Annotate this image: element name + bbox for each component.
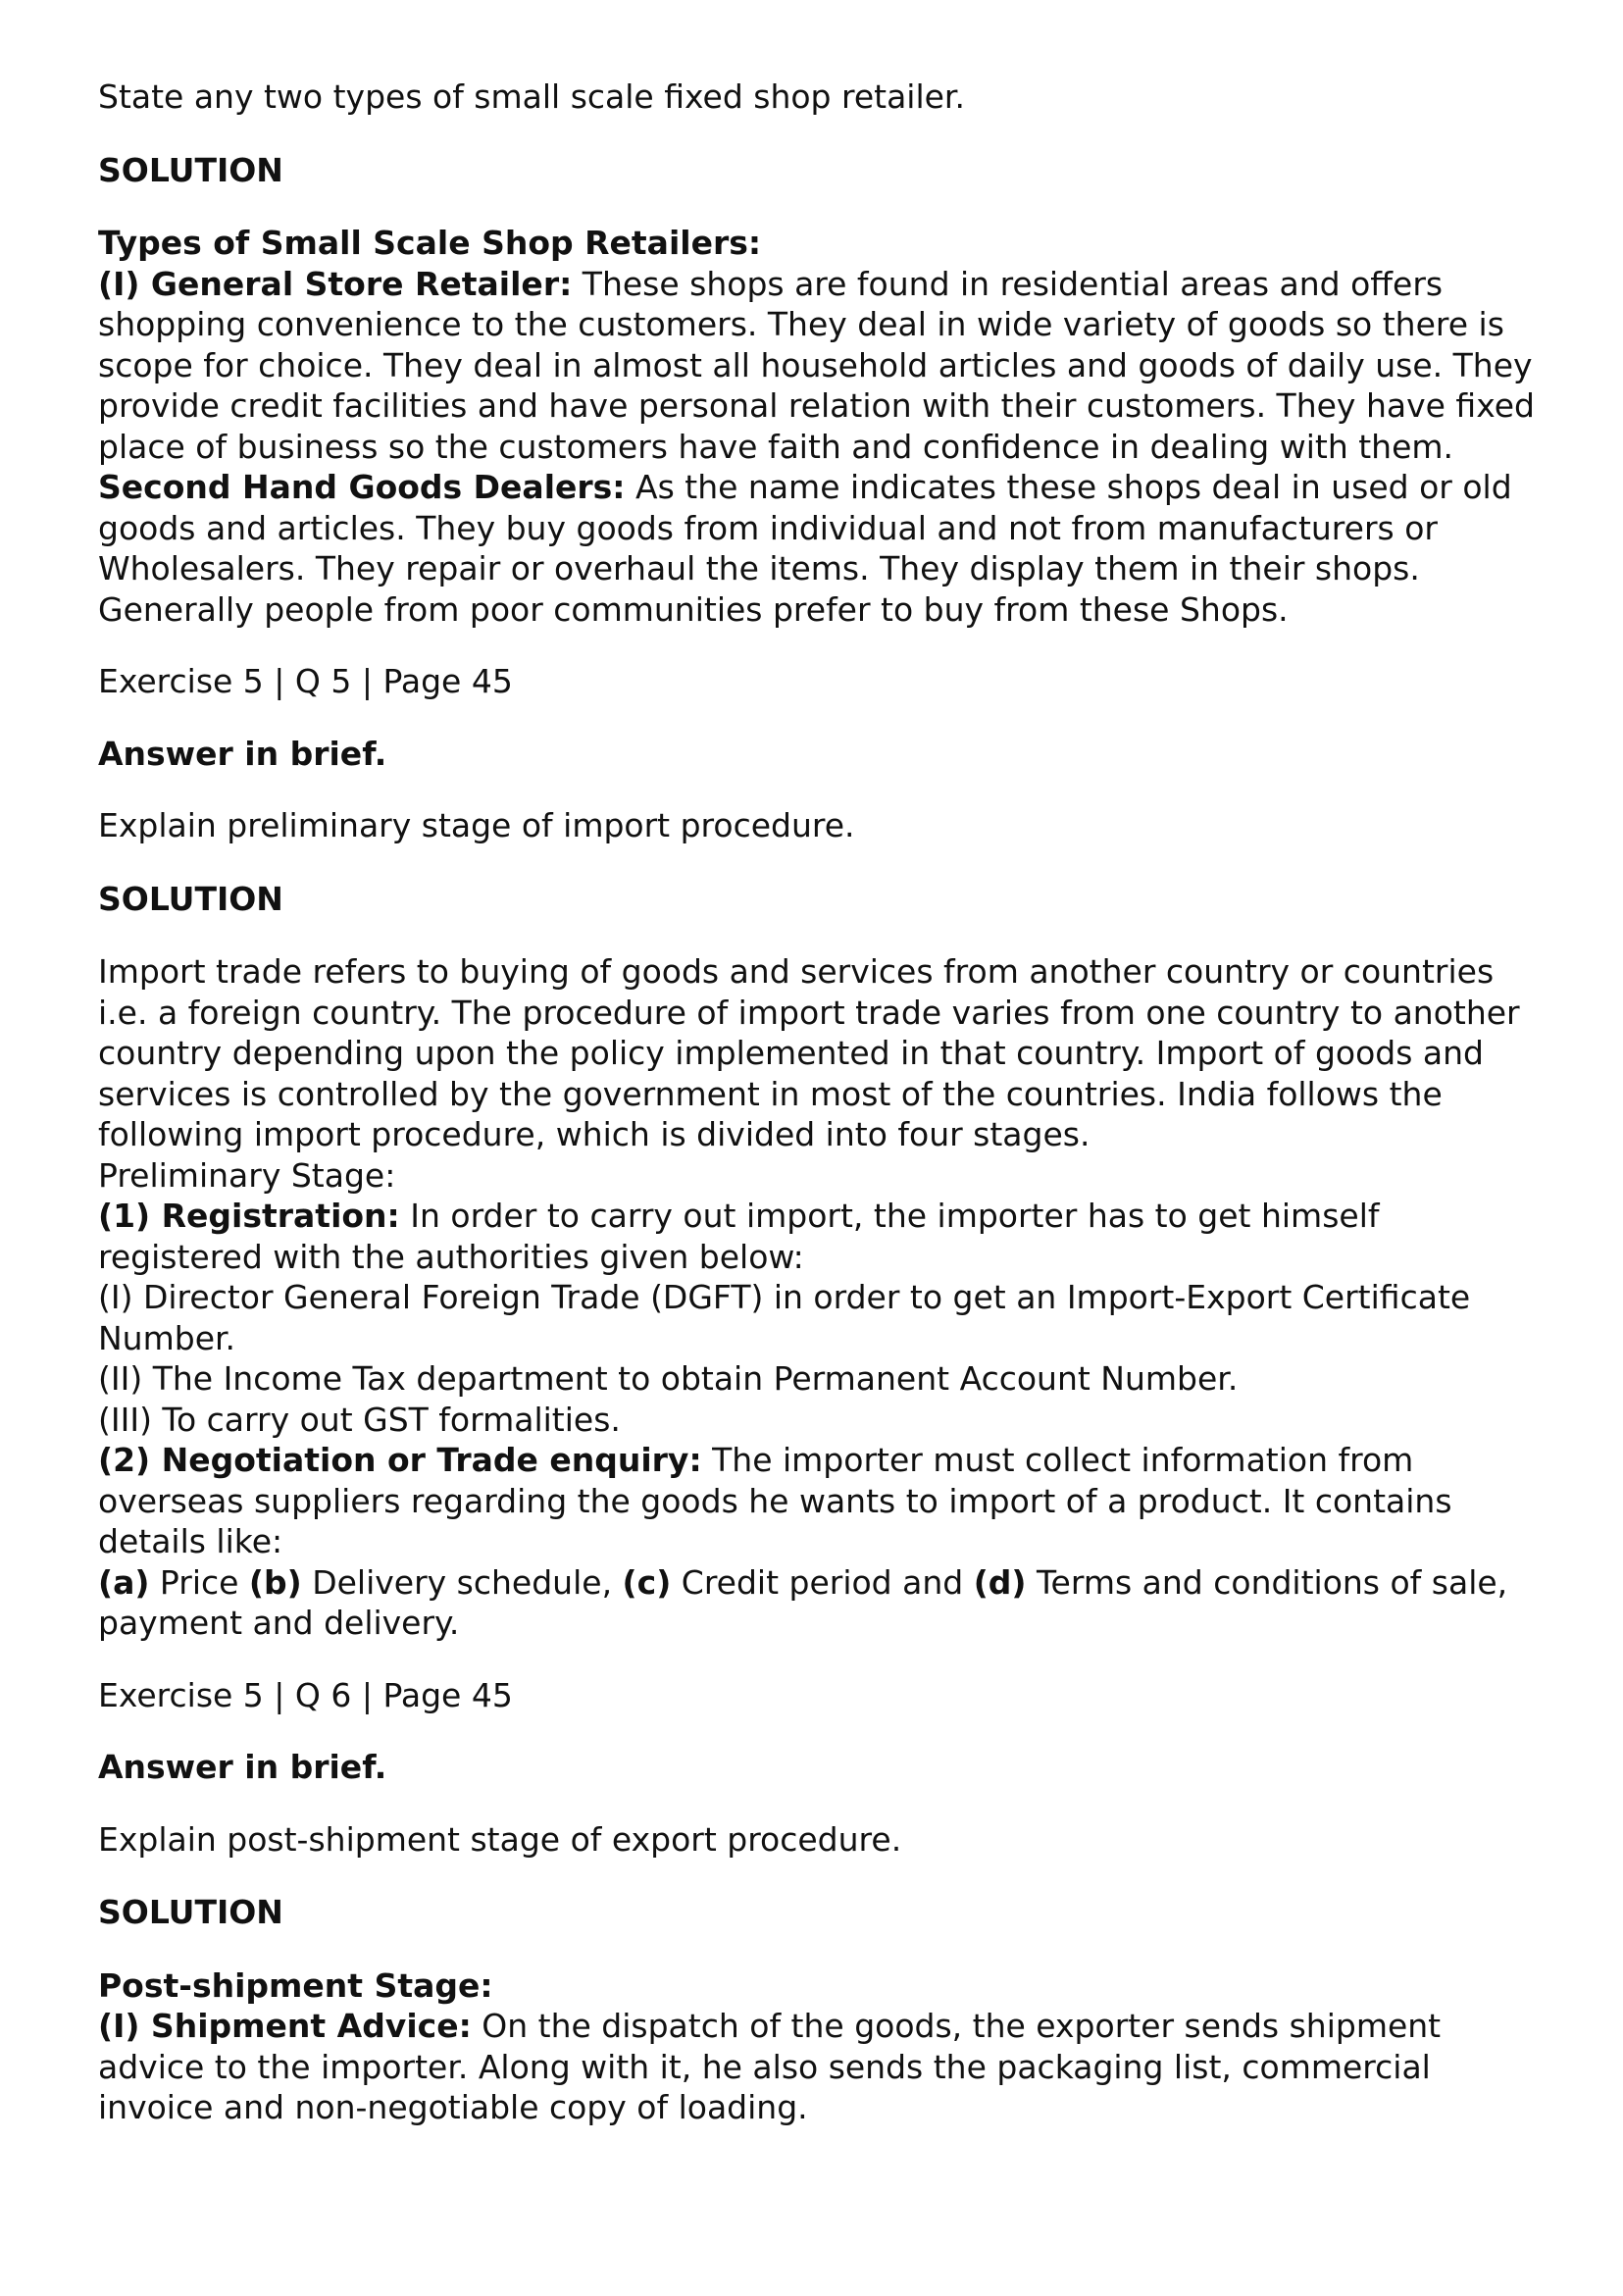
item-label: (a) (98, 1562, 150, 1602)
paragraph-label: (1) Registration: (98, 1197, 400, 1235)
item-text: Terms and conditions of sale, payment and delivery. (98, 1562, 1508, 1642)
answer-paragraph (98, 1440, 1549, 1562)
section-heading: Post-shipment Stage: (98, 1965, 493, 2005)
item-label: (d) (973, 1562, 1027, 1602)
paragraph-text: As the name indicates these shops deal in used or old goods and articles. They buy goods from individual and not from manufacturers or Wholesalers. They repair or overhaul the items. They display them in their shops. Generally people from poor communities prefer to buy from these Shops. (98, 468, 1512, 629)
solution-heading: SOLUTION (98, 1893, 283, 1931)
question-text: State any two types of small scale fixed shop retailer. (98, 77, 965, 116)
answer-paragraph: Import trade refers to buying of goods and services from another country or countries i.e. a foreign country. The procedure of import trade varies from one country to another country depending upon the policy implemented in that country. Import of goods and services is controlled by the government in most of the countries. India follows the following import procedure, which is divided into four stages. (98, 952, 1520, 1153)
solution-heading: SOLUTION (98, 150, 283, 189)
paragraph-text: The importer must collect information from overseas suppliers regarding the goods he wants to import of a product. It contains details like: (98, 1441, 1452, 1560)
answer-paragraph (98, 467, 1549, 630)
item-label: (c) (622, 1562, 672, 1602)
paragraph-label: (I) General Store Retailer: (98, 264, 573, 303)
list-item: (I) Director General Foreign Trade (DGFT) in order to get an Import-Export Certificate Number. (98, 1278, 1471, 1357)
paragraph-text: In order to carry out import, the importer has to get himself registered with the authorities given below: (98, 1197, 1380, 1276)
paragraph-label: Second Hand Goods Dealers: (98, 468, 626, 506)
paragraph-label: (I) Shipment Advice: (98, 2007, 472, 2045)
instruction-heading: Answer in brief. (98, 1748, 387, 1786)
list-item: (II) The Income Tax department to obtain Permanent Account Number. (98, 1359, 1239, 1398)
item-text: Price (149, 1562, 249, 1602)
paragraph-label: (2) Negotiation or Trade enquiry: (98, 1441, 702, 1479)
answer-paragraph (98, 2006, 1549, 2128)
paragraph-text: On the dispatch of the goods, the exporter sends shipment advice to the importer. Along with it, he also sends the packaging list, commercial invoice and non-negotiable copy of loading. (98, 2007, 1442, 2126)
question-text: Explain preliminary stage of import procedure. (98, 806, 855, 844)
answer-paragraph (98, 264, 1549, 468)
exercise-reference: Exercise 5 | Q 6 | Page 45 (98, 1675, 513, 1714)
item-label: (b) (248, 1562, 302, 1602)
list-item: (III) To carry out GST formalities. (98, 1400, 621, 1439)
paragraph-text: These shops are found in residential areas and offers shopping convenience to the customers. They deal in wide variety of goods so there is scope for choice. They deal in almost all household articles and goods of daily use. They provide credit facilities and have personal relation with their customers. They have fixed place of business so the customers have faith and confidence in dealing with them. (98, 264, 1535, 466)
solution-heading: SOLUTION (98, 879, 283, 918)
question-text: Explain post-shipment stage of export procedure. (98, 1819, 902, 1859)
section-heading: Types of Small Scale Shop Retailers: (98, 224, 762, 262)
exercise-reference: Exercise 5 | Q 5 | Page 45 (98, 662, 513, 700)
instruction-heading: Answer in brief. (98, 734, 387, 773)
details-list (98, 1562, 1549, 1644)
stage-label: Preliminary Stage: (98, 1155, 396, 1195)
answer-paragraph (98, 1196, 1549, 1277)
document-page (98, 77, 1549, 2128)
item-text: Delivery schedule, (301, 1562, 623, 1602)
item-text: Credit period and (671, 1562, 974, 1602)
